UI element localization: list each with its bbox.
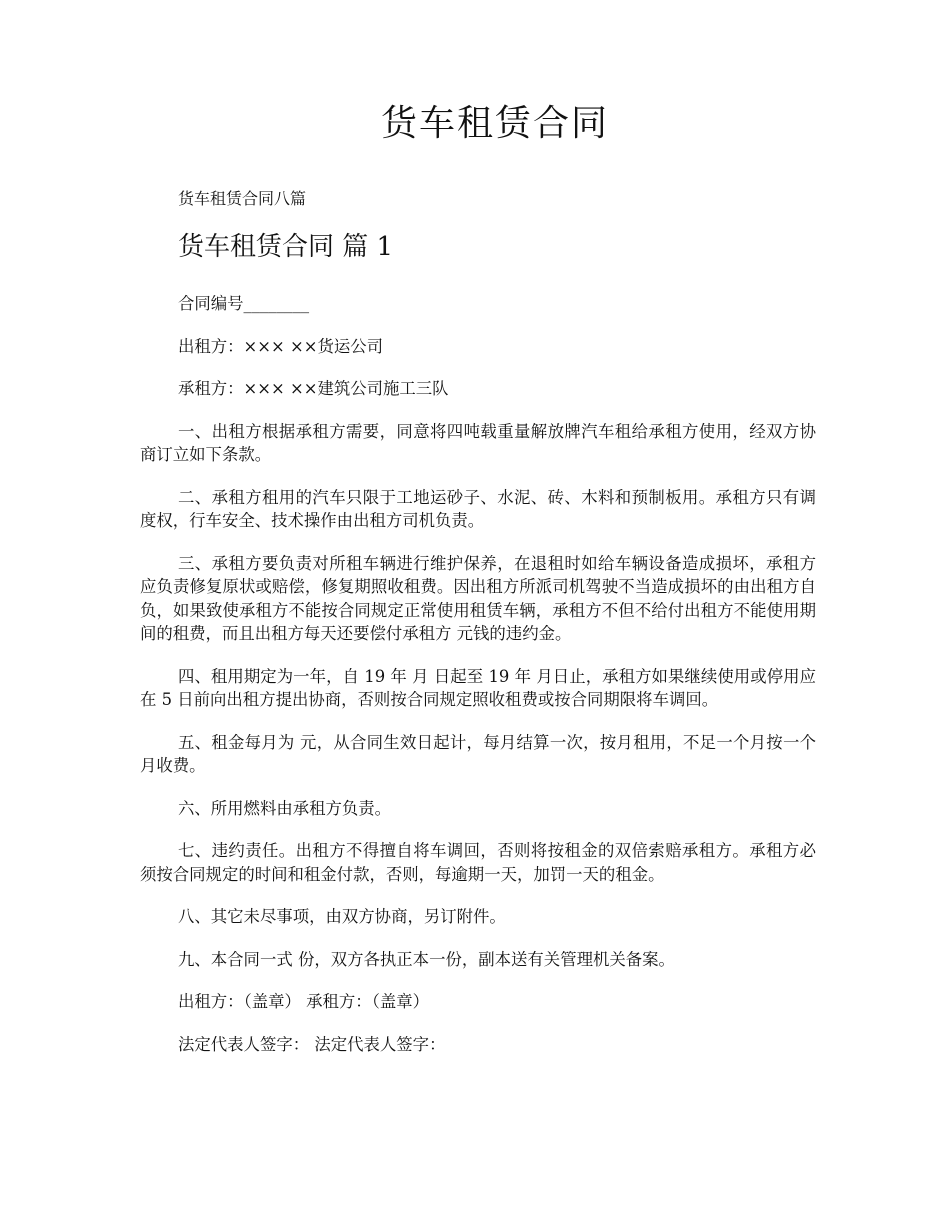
clause-6: 六、所用燃料由承租方负责。: [178, 798, 392, 818]
clause-1: 一、出租方根据承租方需要，同意将四吨载重量解放牌汽车租给承租方使用，经双方协商订立如下条款。: [140, 421, 816, 464]
clause-8: 八、其它未尽事项，由双方协商，另订附件。: [178, 907, 506, 926]
clause-9: 九、本合同一式 份，双方各执正本一份，副本送有关管理机关备案。: [178, 949, 675, 969]
clause-3: 三、承租方要负责对所租车辆进行维护保养，在退租时如给车辆设备造成损坏，承租方应负责修复原状或赔偿，修复期照收租费。因出租方所派司机驾驶不当造成损坏的由出租方自负，如果致使承租方不能按合同规定正常使用租赁车辆，承租方不但不给付出租方不能使用期间的租费，而且出租方每天还要偿付承租方 元钱的违约金。: [140, 553, 816, 643]
section-heading: 货车租赁合同 篇 1: [178, 232, 394, 262]
seal-line: 出租方：（盖章） 承租方：（盖章）: [178, 992, 430, 1011]
document-subtitle: 货车租赁合同八篇: [178, 189, 307, 208]
contract-body: [140, 292, 816, 1075]
clause-5: 五、租金每月为 元，从合同生效日起计，每月结算一次，按月租用，不足一个月按一个月收费。: [140, 732, 816, 775]
contract-number: 合同编号________: [178, 294, 310, 313]
clause-7: 七、违约责任。出租方不得擅自将车调回，否则将按租金的双倍索赔承租方。承租方必须按合同规定的时间和租金付款，否则，每逾期一天，加罚一天的租金。: [140, 841, 816, 884]
signature-line: 法定代表人签字： 法定代表人签字：: [178, 1034, 446, 1054]
clause-2: 二、承租方租用的汽车只限于工地运砂子、水泥、砖、木料和预制板用。承租方只有调度权，行车安全、技术操作由出租方司机负责。: [140, 487, 816, 530]
clause-4: 四、租用期定为一年，自 19 年 月 日起至 19 年 月日止，承租方如果继续使用或停用应在 5 日前向出租方提出协商，否则按合同规定照收租费或按合同期限将车调回。: [140, 666, 816, 709]
document-title: 货车租赁合同: [380, 103, 609, 144]
lessor-line: 出租方：××× ××货运公司: [178, 336, 384, 356]
lessee-line: 承租方：××× ××建筑公司施工三队: [178, 379, 449, 398]
